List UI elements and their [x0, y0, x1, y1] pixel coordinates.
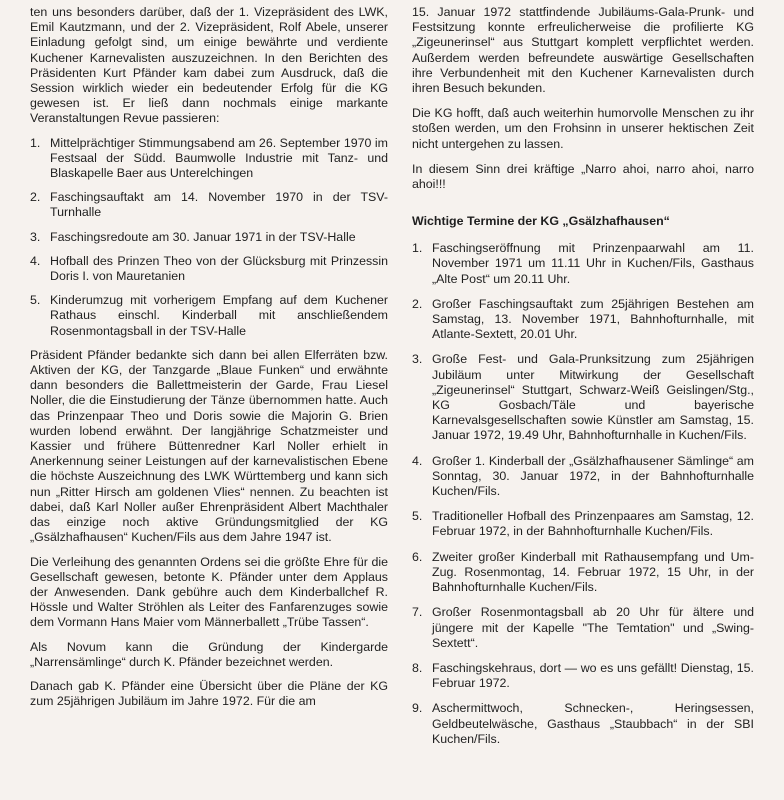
list-item	[30, 230, 388, 245]
list-item	[412, 701, 754, 747]
list-item-text: Großer Faschingsauftakt zum 25jährigen Bestehen am Samstag, 13. November 1971, Bahnhofturnhalle, mit Atlante-Sextett, 20.01 Uhr.	[432, 296, 754, 342]
list-item	[30, 190, 388, 220]
list-number: 9.	[412, 701, 423, 716]
events-list	[30, 136, 388, 339]
list-item	[412, 661, 754, 691]
list-number: 4.	[412, 453, 423, 468]
list-item-text: Mittelprächtiger Stimmungsabend am 26. September 1970 im Festsaal der Südd. Baumwolle Industrie mit Tanz- und Blaskapelle Baer aus Unterelchingen	[50, 135, 388, 181]
order-paragraph: Die Verleihung des genannten Ordens sei die größte Ehre für die Gesellschaft gewesen, betonte K. Pfänder unter dem Applaus der Anwesenden. Dank gebühre auch dem Kinderballchef R. Hössle und Walter Ströhlen als Leiter des Fanfarenzuges sowie dem Vormann Hans Maier vom Männerballett „Trübe Tassen“.	[30, 554, 388, 630]
list-number: 2.	[412, 296, 423, 311]
left-column	[30, 5, 388, 718]
list-item-text: Faschingskehraus, dort — wo es uns gefällt! Dienstag, 15. Februar 1972.	[432, 660, 754, 691]
thanks-paragraph: Präsident Pfänder bedankte sich dann bei allen Elferräten bzw. Aktiven der KG, der Tanzgarde „Blaue Funken“ und erwähnte dann besonders die Ballettmeisterin der Garde, Frau Liesel Noller, die die Einstudierung der Tänze übernommen hatte. Auch das Prinzenpaar Theo und Doris sowie die Majorin G. Brien wurden lobend erwähnt. Der langjährige Schatzmeister und Kassier und frühere Büttenredner Karl Noller erhielt in Anerkennung seiner Leistungen auf der karnevalistischen Ebene die höchste Auszeichnung des LWK Württemberg und kann sich nun „Ritter Hirsch am goldenen Vlies“ nennen. Zu beachten ist dabei, daß Karl Noller außer Ehrenpräsident Albert Machthaler das einzige noch aktive Gründungsmitglied der KG „Gsälzhafhausen“ Kuchen/Fils aus dem Jahre 1947 ist.	[30, 347, 388, 545]
list-number: 3.	[30, 229, 41, 244]
list-number: 6.	[412, 549, 423, 564]
list-number: 1.	[412, 241, 423, 256]
list-item-text: Große Fest- und Gala-Prunksitzung zum 25jährigen Jubiläum unter Mitwirkung der Gesellschaft „Zigeunerinsel“ Stuttgart, Schwarz-Weiß Geislingen/Stg., KG Gosbach/Täle und bayerische Karnevalsgesellschaften sowie Künstler am Samstag, 15. Januar 1972, 19.49 Uhr, Bahnhofturnhalle in Kuchen/Fils.	[432, 352, 754, 443]
list-number: 7.	[412, 605, 423, 620]
list-item	[30, 136, 388, 182]
list-item	[412, 509, 754, 539]
list-number: 1.	[30, 135, 41, 150]
list-item	[412, 454, 754, 500]
plans-paragraph: Danach gab K. Pfänder eine Übersicht über die Pläne der KG zum 25jährigen Jubiläum im Jahre 1972. Für die am	[30, 678, 388, 709]
list-number: 4.	[30, 253, 41, 268]
dates-list	[412, 241, 754, 747]
novum-paragraph: Als Novum kann die Gründung der Kindergarde „Narrensämlinge“ durch K. Pfänder bezeichnet werden.	[30, 639, 388, 669]
list-item-text: Großer 1. Kinderball der „Gsälzhafhausener Sämlinge“ am Sonntag, 30. Januar 1972, in der Bahnhofturnhalle Kuchen/Fils.	[432, 453, 754, 499]
list-item-text: Kinderumzug mit vorherigem Empfang auf dem Kuchener Rathaus einschl. Kinderball mit anschließendem Rosenmontagsball in der TSV-Halle	[50, 293, 388, 338]
right-column	[412, 5, 754, 757]
dates-heading: Wichtige Termine der KG „Gsälzhafhausen“	[412, 214, 670, 229]
list-item-text: Großer Rosenmontagsball ab 20 Uhr für ältere und jüngere mit der Kapelle "The Temtation" und „Swing-Sextett“.	[432, 605, 754, 650]
intro-paragraph: ten uns besonders darüber, daß der 1. Vizepräsident des LWK, Emil Kautzmann, und der 2. Vizepräsident, Rolf Abele, unserer Einladung gefolgt sind, um einige bewährte und verdiente Kuchener Karnevalisten auszuzeichnen. In den Berichten des Präsidenten Kurt Pfänder kam dabei zum Ausdruck, daß die Session wirklich wieder ein bedeutender Erfolg für die KG gewesen ist. Er ließ dann nochmals einige markante Veranstaltungen Revue passieren:	[30, 5, 388, 126]
list-number: 3.	[412, 352, 423, 367]
list-number: 2.	[30, 190, 41, 205]
hope-paragraph: Die KG hofft, daß auch weiterhin humorvolle Menschen zu ihr stoßen werden, um den Frohsinn in unserer hektischen Zeit nicht untergehen zu lassen.	[412, 106, 754, 151]
list-item	[412, 241, 754, 287]
list-item-text: Traditioneller Hofball des Prinzenpaares am Samstag, 12. Februar 1972, in der Bahnhofturnhalle Kuchen/Fils.	[432, 509, 754, 539]
list-item	[412, 550, 754, 596]
list-item	[412, 605, 754, 651]
list-item-text: Faschingsredoute am 30. Januar 1971 in der TSV-Halle	[50, 229, 356, 244]
list-item-text: Aschermittwoch, Schnecken-, Heringsessen, Geldbeutelwäsche, Gasthaus „Staubbach“ in der SBI Kuchen/Fils.	[432, 701, 754, 746]
narro-paragraph: In diesem Sinn drei kräftige „Narro ahoi, narro ahoi, narro ahoi!!!	[412, 161, 754, 192]
list-item-text: Faschingsauftakt am 14. November 1970 in der TSV-Turnhalle	[50, 190, 388, 220]
list-item-text: Faschingseröffnung mit Prinzenpaarwahl am 11. November 1971 um 11.11 Uhr in Kuchen/Fils, Gasthaus „Alte Post“ um 20.11 Uhr.	[432, 241, 754, 286]
list-item-text: Hofball des Prinzen Theo von der Glücksburg mit Prinzessin Doris I. von Mauretanien	[50, 253, 388, 284]
list-item	[30, 254, 388, 284]
list-item	[412, 297, 754, 343]
list-item	[412, 352, 754, 443]
list-number: 8.	[412, 660, 423, 675]
list-item-text: Zweiter großer Kinderball mit Rathausempfang und Um-Zug. Rosenmontag, 14. Februar 1972, 15 Uhr, in der Bahnhofturnhalle Kuchen/Fils.	[432, 549, 754, 595]
list-item	[30, 293, 388, 339]
jubilee-paragraph: 15. Januar 1972 stattfindende Jubiläums-Gala-Prunk- und Festsitzung konnte erfreulicherweise die profilierte KG „Zigeunerinsel“ aus Stuttgart komplett verpflichtet werden. Außerdem werden befreundete auswärtige Gesellschaften ihre Verbundenheit mit den Kuchener Karnevalisten durch ihren Besuch bekunden.	[412, 5, 754, 96]
list-number: 5.	[30, 293, 41, 308]
list-number: 5.	[412, 509, 423, 524]
